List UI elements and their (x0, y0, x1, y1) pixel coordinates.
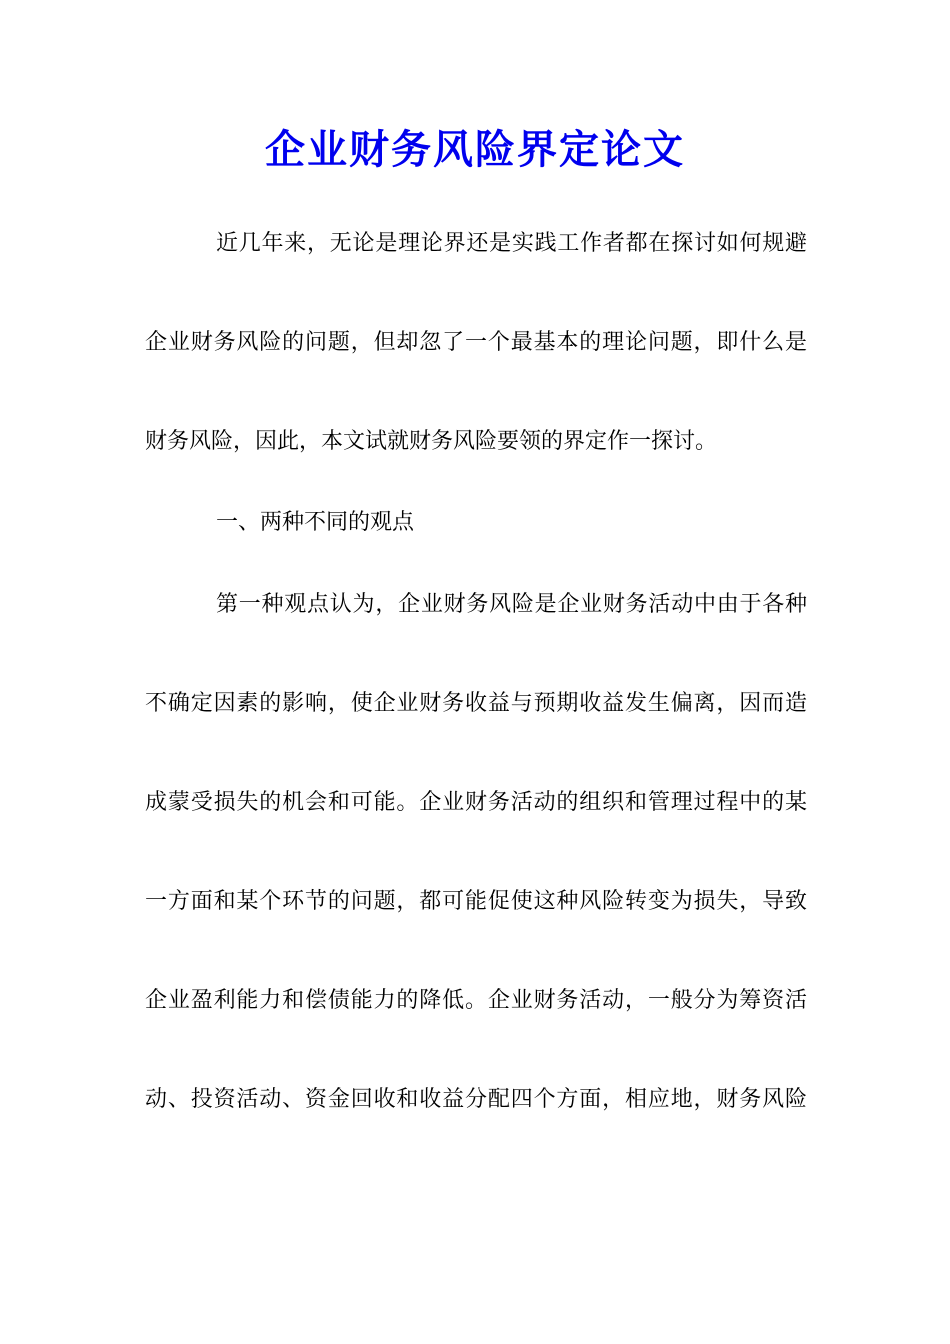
paragraph-line: 企业盈利能力和偿债能力的降低。企业财务活动，一般分为筹资活 (145, 988, 807, 1013)
section-heading: 一、两种不同的观点 (216, 510, 415, 535)
paragraph-line: 近几年来，无论是理论界还是实践工作者都在探讨如何规避 (216, 231, 807, 256)
paragraph-line: 不确定因素的影响，使企业财务收益与预期收益发生偏离，因而造 (145, 691, 807, 716)
paragraph-line: 企业财务风险的问题，但却忽了一个最基本的理论问题，即什么是 (145, 330, 807, 355)
paragraph-line: 财务风险，因此，本文试就财务风险要领的界定作一探讨。 (145, 429, 718, 454)
paragraph-line: 成蒙受损失的机会和可能。企业财务活动的组织和管理过程中的某 (145, 790, 807, 815)
paragraph-line: 第一种观点认为，企业财务风险是企业财务活动中由于各种 (216, 592, 807, 617)
paragraph-line: 动、投资活动、资金回收和收益分配四个方面，相应地，财务风险 (145, 1087, 807, 1112)
document-title: 企业财务风险界定论文 (265, 126, 685, 173)
paragraph-line: 一方面和某个环节的问题，都可能促使这种风险转变为损失，导致 (145, 889, 807, 914)
